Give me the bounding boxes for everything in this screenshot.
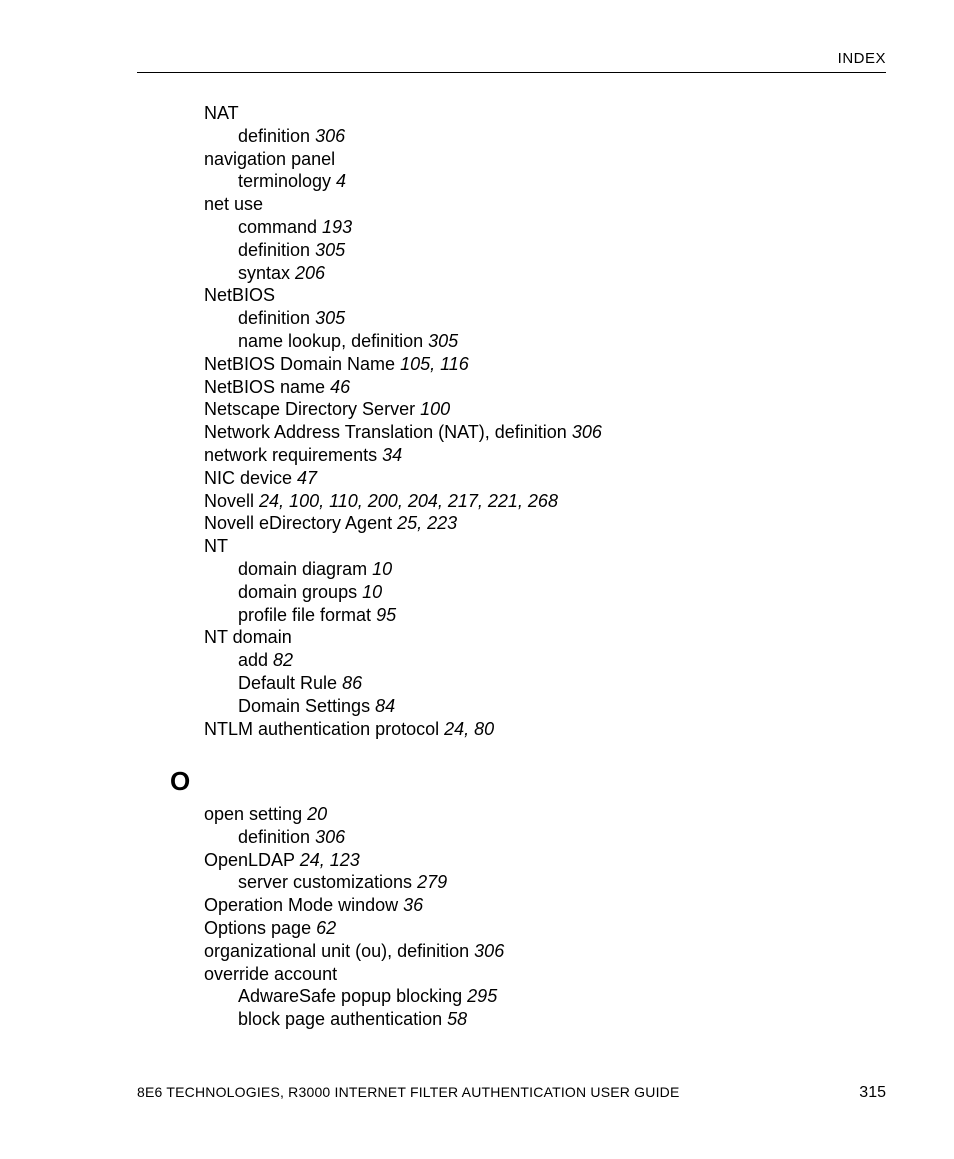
entry-term: definition: [238, 239, 316, 260]
entry-term: Default Rule: [238, 672, 343, 693]
entry-term: command: [238, 216, 323, 237]
index-entry: [204, 626, 602, 649]
index-entry: [204, 803, 504, 826]
entry-pages[interactable]: 25, 223: [397, 513, 458, 534]
index-entry: [204, 917, 504, 940]
entry-term: NT: [204, 536, 228, 557]
entry-pages[interactable]: 193: [322, 216, 353, 237]
index-subentry: [204, 239, 602, 262]
entry-pages[interactable]: 24, 123: [299, 849, 360, 870]
entry-term: Operation Mode window: [204, 895, 404, 916]
header-title: INDEX: [837, 50, 886, 67]
index-entry: [204, 193, 602, 216]
entry-term: NAT: [204, 103, 239, 123]
index-subentry: [204, 985, 504, 1008]
index-entry: [204, 102, 602, 125]
entry-term: NetBIOS name: [204, 376, 331, 397]
entry-term: NT domain: [204, 627, 292, 648]
index-entry: [204, 963, 504, 986]
index-entry: [204, 444, 602, 467]
entry-pages[interactable]: 279: [417, 872, 448, 893]
entry-pages[interactable]: 58: [447, 1009, 468, 1030]
index-subentry: [204, 871, 504, 894]
entry-term: domain groups: [238, 581, 363, 602]
entry-term: network requirements: [204, 444, 383, 465]
index-subentry: [204, 262, 602, 285]
entry-term: add: [238, 650, 274, 671]
entry-term: organizational unit (ou), definition: [204, 940, 475, 961]
entry-term: domain diagram: [238, 558, 373, 579]
entry-term: NIC device: [204, 467, 298, 488]
index-entry: [204, 353, 602, 376]
footer-title: 8E6 TECHNOLOGIES, R3000 INTERNET FILTER AUTHENTICATION USER GUIDE: [137, 1084, 680, 1100]
entry-pages[interactable]: 305: [428, 330, 459, 351]
entry-term: open setting: [204, 804, 308, 824]
index-subentry: [204, 581, 602, 604]
entry-term: navigation panel: [204, 148, 336, 169]
entry-term: override account: [204, 963, 338, 984]
entry-term: Novell: [204, 490, 260, 511]
index-entry: [204, 421, 602, 444]
page-header: [137, 50, 886, 73]
index-subentry: [204, 695, 602, 718]
entry-pages[interactable]: 10: [372, 558, 393, 579]
index-entry: [204, 490, 602, 513]
entry-pages[interactable]: 306: [474, 940, 505, 961]
index-subentry: [204, 330, 602, 353]
entry-term: profile file format: [238, 604, 377, 625]
entry-term: Options page: [204, 917, 317, 938]
entry-term: NetBIOS: [204, 285, 276, 306]
entry-pages[interactable]: 306: [315, 125, 346, 146]
entry-pages[interactable]: 10: [362, 581, 383, 602]
entry-pages[interactable]: 306: [571, 422, 602, 443]
index-entry: [204, 376, 602, 399]
entry-pages[interactable]: 206: [295, 262, 326, 283]
page-number: 315: [859, 1084, 886, 1101]
entry-pages[interactable]: 100: [420, 399, 451, 420]
entry-term: net use: [204, 194, 264, 215]
index-subentry: [204, 216, 602, 239]
entry-pages[interactable]: 34: [382, 444, 403, 465]
entry-term: AdwareSafe popup blocking: [238, 986, 468, 1007]
index-entry: [204, 718, 602, 741]
entry-term: Novell eDirectory Agent: [204, 513, 398, 534]
index-subentry: [204, 826, 504, 849]
entry-term: server customizations: [238, 872, 418, 893]
index-subentry: [204, 604, 602, 627]
entry-term: terminology: [238, 171, 337, 192]
entry-pages[interactable]: 24, 80: [444, 718, 495, 739]
index-entries-n: [204, 102, 602, 740]
entry-pages[interactable]: 82: [273, 650, 294, 671]
entry-pages[interactable]: 4: [336, 171, 347, 192]
entry-pages[interactable]: 62: [316, 917, 337, 938]
index-subentry: [204, 649, 602, 672]
index-entry: [204, 467, 602, 490]
entry-pages[interactable]: 105, 116: [400, 353, 469, 374]
index-entry: [204, 398, 602, 421]
entry-term: block page authentication: [238, 1009, 448, 1030]
entry-pages[interactable]: 95: [376, 604, 397, 625]
entry-term: definition: [238, 125, 316, 146]
index-entry: [204, 849, 504, 872]
index-entry: [204, 940, 504, 963]
index-subentry: [204, 307, 602, 330]
index-subentry: [204, 558, 602, 581]
entry-term: NTLM authentication protocol: [204, 718, 445, 739]
entry-pages[interactable]: 306: [315, 826, 346, 847]
entry-pages[interactable]: 86: [342, 672, 363, 693]
index-entries-o: [204, 803, 504, 1031]
entry-term: Network Address Translation (NAT), definition: [204, 422, 572, 443]
entry-term: Netscape Directory Server: [204, 399, 421, 420]
index-entry: [204, 284, 602, 307]
index-entry: [204, 512, 602, 535]
entry-pages[interactable]: 305: [315, 239, 346, 260]
entry-pages[interactable]: 305: [315, 308, 346, 329]
entry-term: OpenLDAP: [204, 849, 300, 870]
entry-pages[interactable]: 46: [330, 376, 351, 397]
entry-term: name lookup, definition: [238, 330, 429, 351]
entry-pages[interactable]: 36: [403, 895, 424, 916]
entry-pages[interactable]: 47: [297, 467, 318, 488]
index-subentry: [204, 672, 602, 695]
entry-pages[interactable]: 84: [375, 695, 396, 716]
index-subentry: [204, 170, 602, 193]
entry-pages[interactable]: 20: [307, 804, 328, 824]
entry-term: NetBIOS Domain Name: [204, 353, 401, 374]
index-subentry: [204, 125, 602, 148]
index-entry: [204, 894, 504, 917]
entry-pages[interactable]: 24, 100, 110, 200, 204, 217, 221, 268: [259, 490, 558, 511]
index-entry: [204, 148, 602, 171]
entry-term: definition: [238, 826, 316, 847]
index-subentry: [204, 1008, 504, 1031]
section-letter: O: [170, 766, 191, 796]
entry-pages[interactable]: 295: [467, 986, 498, 1007]
entry-term: syntax: [238, 262, 296, 283]
entry-term: Domain Settings: [238, 695, 376, 716]
entry-term: definition: [238, 308, 316, 329]
index-entry: [204, 535, 602, 558]
